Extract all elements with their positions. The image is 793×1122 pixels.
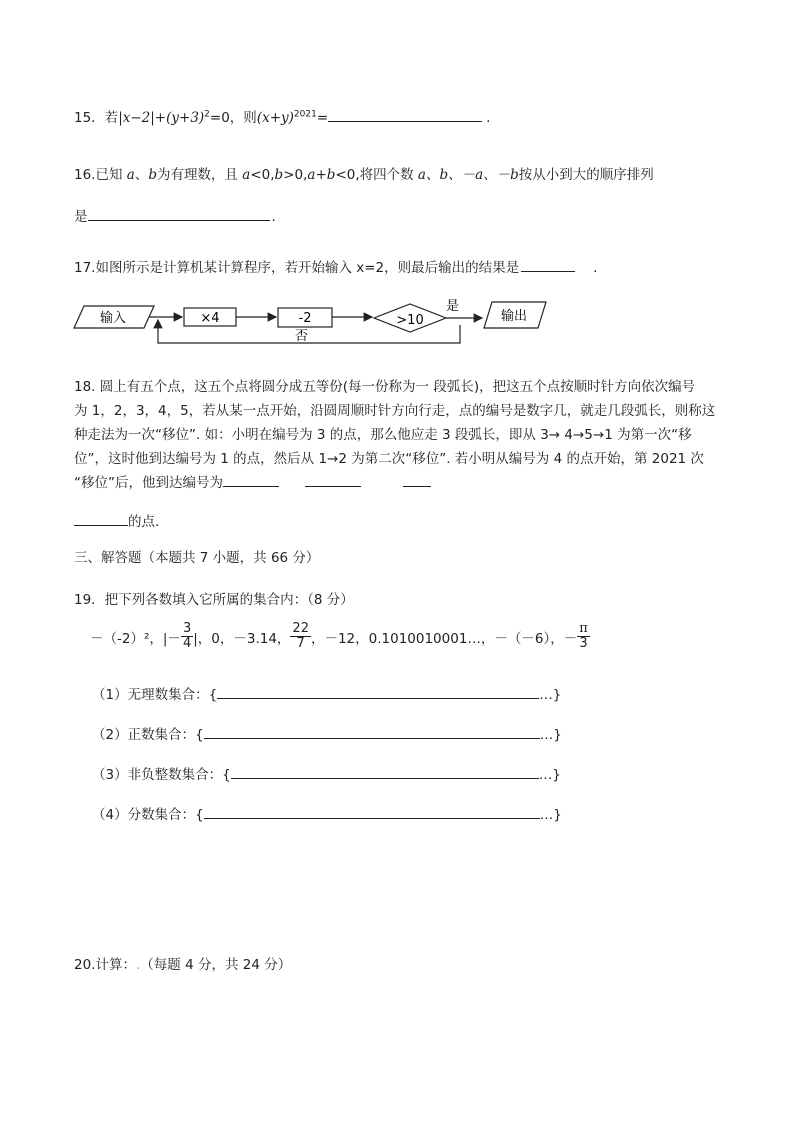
q15-eq0: =0，则	[209, 110, 257, 126]
q19-set-3-end: …}	[538, 767, 561, 783]
q15-end: .	[486, 110, 491, 126]
q15-expr2: (x+y)	[256, 110, 294, 126]
q19-frac2-den: 7	[296, 636, 305, 651]
q19-set-2-end: …}	[539, 727, 562, 743]
q20-tail: （每题 4 分，共 24 分）	[140, 957, 292, 973]
q18-line2: 为 1，2，3，4，5，若从某一点开始，沿圆周顺时针方向行走，点的编号是数字几，就走几段弧长，则称这	[74, 403, 716, 419]
q19-set-4-label: （4）分数集合：{	[92, 807, 204, 823]
q18-answer-blank-3[interactable]	[403, 486, 431, 487]
q16-list: a、b、－a、－b	[417, 167, 519, 183]
q15-exp1: 2	[204, 109, 210, 120]
q17-answer-blank[interactable]	[521, 271, 575, 272]
q15-expr1: |x−2|+(y+3)	[118, 110, 205, 126]
q19-n2-pre: |－	[162, 630, 181, 647]
q18-line6-tail: 的点.	[128, 514, 160, 530]
q18-line6	[74, 510, 159, 530]
q19-set-1-end: …}	[539, 687, 562, 703]
q19-n4: ，－12，0.1010010001…，－（－6），－	[310, 630, 578, 647]
flow-multiply-label: ×4	[200, 311, 220, 326]
q16-cond-a: a	[242, 167, 251, 183]
q19-set-1-blank[interactable]	[217, 698, 539, 699]
q16-var-b: b	[148, 167, 157, 183]
q16-tail: 按从小到大的顺序排列	[518, 167, 654, 183]
q17-text: 17.如图所示是计算机某计算程序，若开始输入 x=2，则最后输出的结果是	[74, 260, 520, 276]
q16-mid4: <0,将四个数	[335, 167, 418, 183]
q15-number: 15．若	[74, 110, 119, 126]
flowchart	[70, 294, 560, 352]
question-17	[74, 256, 597, 276]
flow-input-label: 输入	[99, 311, 127, 326]
question-15	[74, 106, 490, 126]
q19-set-4-blank[interactable]	[204, 818, 540, 819]
q16-part1: 16.已知	[74, 167, 127, 183]
q19-title: 19．把下列各数填入它所属的集合内：（8 分）	[74, 592, 354, 608]
q19-numbers	[90, 622, 590, 651]
flow-no-label: 否	[295, 329, 309, 344]
q19-frac2-num: 22	[292, 621, 309, 636]
q18-line4: 位”，这时他到达编号为 1 的点，然后从 1→2 为第二次“移位”. 若小明从编号为 4 的点开始，第 2021 次	[74, 451, 704, 467]
question-16-line2	[74, 205, 276, 225]
q18-answer-blank-1[interactable]	[223, 486, 279, 487]
question-20	[74, 953, 291, 973]
q16-mid1: 为有理数，且	[156, 167, 243, 183]
q16-answer-blank[interactable]	[88, 220, 270, 221]
flow-subtract-label: -2	[298, 311, 312, 326]
q19-frac-pi-3	[577, 622, 590, 651]
q18-answer-blank-4[interactable]	[74, 525, 128, 526]
q18-line5	[74, 471, 431, 491]
q15-answer-blank[interactable]	[328, 121, 482, 122]
q18-line5-text: “移位”后，他到达编号为	[74, 475, 223, 491]
q20-text: 20.计算：	[74, 957, 136, 973]
q15-exp2: 2021	[293, 109, 317, 120]
q19-set-3	[92, 763, 561, 783]
q19-n1: －（-2）²，	[90, 630, 163, 647]
q15-eq: =	[316, 110, 329, 126]
q19-n2-post: |，0，－3.14，	[193, 630, 291, 647]
q16-end: .	[271, 209, 276, 225]
section-3-title: 三、解答题（本题共 7 小题，共 66 分）	[74, 550, 320, 566]
q16-mid2: <0,	[250, 167, 275, 183]
q17-end: .	[593, 260, 598, 276]
q19-frac3-den: 3	[579, 636, 588, 651]
q18-line1: 18. 圆上有五个点，这五个点将圆分成五等份(每一份称为一 段弧长)，把这五个点按顺时针方向依次编号	[74, 379, 696, 395]
q19-set-4-end: …}	[539, 807, 562, 823]
q16-line2-text: 是	[74, 209, 88, 225]
q19-frac3-num: π	[579, 621, 588, 636]
flow-yes-label: 是	[446, 299, 460, 314]
q19-set-2-blank[interactable]	[204, 738, 540, 739]
question-16	[74, 163, 654, 183]
q19-set-2-label: （2）正数集合：{	[92, 727, 204, 743]
q19-set-3-label: （3）非负整数集合：{	[92, 767, 231, 783]
q19-set-1	[92, 683, 561, 703]
flow-output-label: 输出	[500, 309, 528, 324]
q19-set-3-blank[interactable]	[231, 778, 539, 779]
flow-condition-label: >10	[396, 313, 424, 328]
q20-dot: .	[135, 957, 141, 973]
q19-frac1-den: 4	[182, 636, 192, 651]
q16-cond-b: b	[274, 167, 284, 183]
q19-set-4	[92, 803, 562, 823]
q16-mid3: >0,	[283, 167, 308, 183]
q19-set-1-label: （1）无理数集合：{	[92, 687, 218, 703]
q18-line3: 种走法为一次“移位”. 如：小明在编号为 3 的点，那么他应走 3 段弧长，即从 3→ 4→5→1 为第一次“移	[74, 427, 692, 443]
q19-frac-3-4	[181, 622, 193, 651]
q19-frac1-num: 3	[182, 621, 192, 636]
q18-answer-blank-2[interactable]	[305, 486, 361, 487]
q19-set-2	[92, 723, 562, 743]
q16-sep: 、	[134, 167, 149, 183]
q16-var-a: a	[126, 167, 135, 183]
q16-cond-ab: a+b	[307, 167, 336, 183]
q19-frac-22-7	[290, 622, 311, 651]
